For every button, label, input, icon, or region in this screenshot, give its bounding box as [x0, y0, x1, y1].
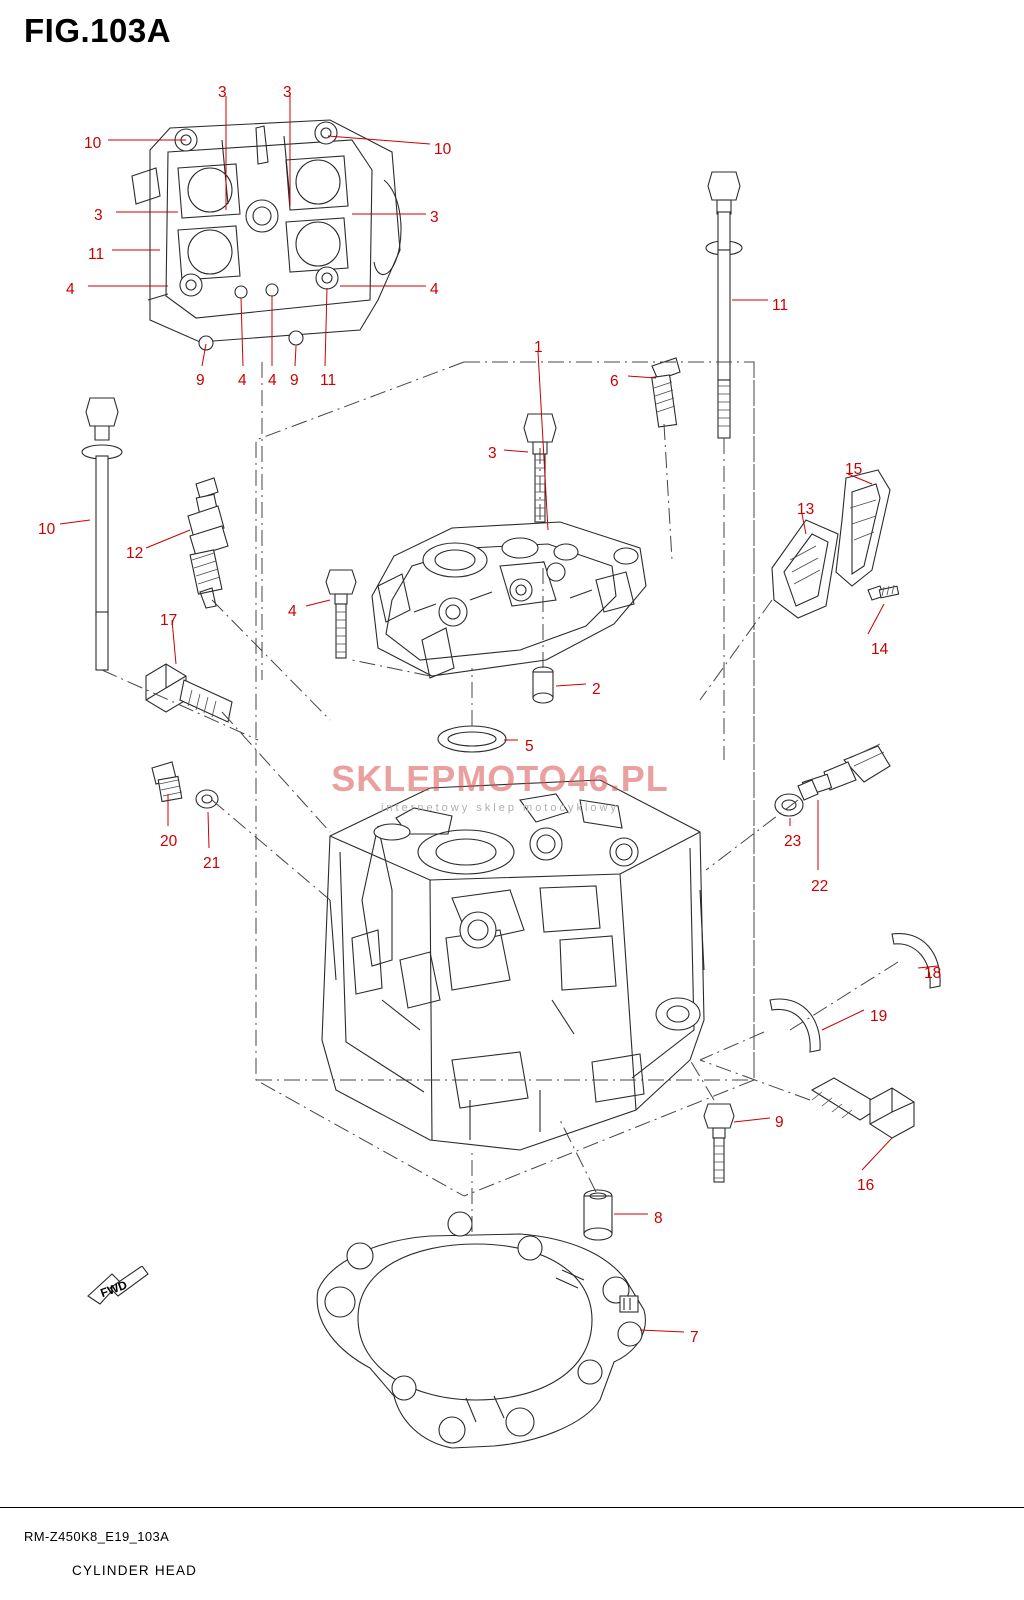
- callout-label: 18: [924, 965, 942, 982]
- callout-label: 1: [534, 339, 543, 356]
- spark-plug-12: [188, 478, 228, 608]
- callout-label: 15: [845, 461, 863, 478]
- callout-label: 4: [66, 281, 75, 298]
- part-21-washer: [196, 790, 218, 808]
- fwd-direction-marker: [86, 1266, 150, 1310]
- callout-label: 4: [238, 372, 247, 389]
- callout-label: 9: [290, 372, 299, 389]
- fwd-text: FWD: [98, 1277, 129, 1301]
- callout-label: 10: [84, 135, 102, 152]
- part-13-cover: [772, 520, 838, 618]
- figure-caption: CYLINDER HEAD: [72, 1563, 198, 1578]
- callout-label: 2: [592, 681, 601, 698]
- part-5-oring: [438, 726, 506, 752]
- callout-label: 3: [283, 84, 292, 101]
- callout-label: 14: [871, 641, 889, 658]
- callout-label: 22: [811, 878, 829, 895]
- part-15-cover: [836, 470, 890, 586]
- part-19-halfring: [770, 999, 820, 1052]
- part-2-dowel: [533, 667, 553, 703]
- callout-label: 9: [196, 372, 205, 389]
- watermark-sub: internetowy sklep motocyklowy: [380, 802, 619, 814]
- bolt-17: [146, 664, 232, 722]
- callout-label: 4: [288, 603, 297, 620]
- callout-label: 9: [775, 1114, 784, 1131]
- callout-label: 4: [430, 281, 439, 298]
- part-8-dowel: [584, 1190, 612, 1240]
- callout-label: 3: [218, 84, 227, 101]
- cylinder-head-top-view: [132, 120, 401, 350]
- camshaft-holder: [372, 522, 646, 678]
- footer-divider: [0, 1507, 1024, 1508]
- part-6-guide: [652, 358, 680, 427]
- part-9-bolt-bottom: [704, 1104, 734, 1182]
- callout-label: 6: [610, 373, 619, 390]
- callout-label: 3: [488, 445, 497, 462]
- bolt-10-left: [82, 398, 122, 670]
- callout-label: 8: [654, 1210, 663, 1227]
- callout-label: 11: [88, 246, 105, 263]
- callout-label: 3: [94, 207, 103, 224]
- callout-label: 3: [430, 209, 439, 226]
- part-7-gasket: [317, 1212, 645, 1448]
- callout-label: 12: [126, 545, 144, 562]
- callout-label: 4: [268, 372, 277, 389]
- part-23-oring: [775, 794, 803, 816]
- callout-label: 21: [203, 855, 221, 872]
- callout-label: 13: [797, 501, 815, 518]
- callout-label: 7: [690, 1329, 699, 1346]
- part-20-bolt: [152, 762, 182, 802]
- callout-label: 10: [38, 521, 56, 538]
- part-16-bolt: [812, 1078, 914, 1138]
- bolt-11-right: [706, 172, 742, 438]
- callout-label: 10: [434, 141, 452, 158]
- figure-title: FIG.103A: [24, 12, 172, 49]
- callout-label: 20: [160, 833, 178, 850]
- callout-label: 5: [525, 738, 534, 755]
- callout-label: 16: [857, 1177, 875, 1194]
- callout-label: 11: [772, 297, 789, 314]
- figure-code: RM-Z450K8_E19_103A: [24, 1529, 170, 1544]
- callout-label: 19: [870, 1008, 888, 1025]
- callout-label: 17: [160, 612, 178, 629]
- callout-label: 23: [784, 833, 802, 850]
- bolt-4-left: [326, 570, 356, 658]
- callout-label: 11: [320, 372, 337, 389]
- part-22-sensor: [798, 744, 890, 800]
- cylinder-head-body: [322, 780, 704, 1150]
- part-14-screw: [868, 585, 899, 600]
- watermark-main: SKLEPMOTO46.PL: [331, 758, 669, 799]
